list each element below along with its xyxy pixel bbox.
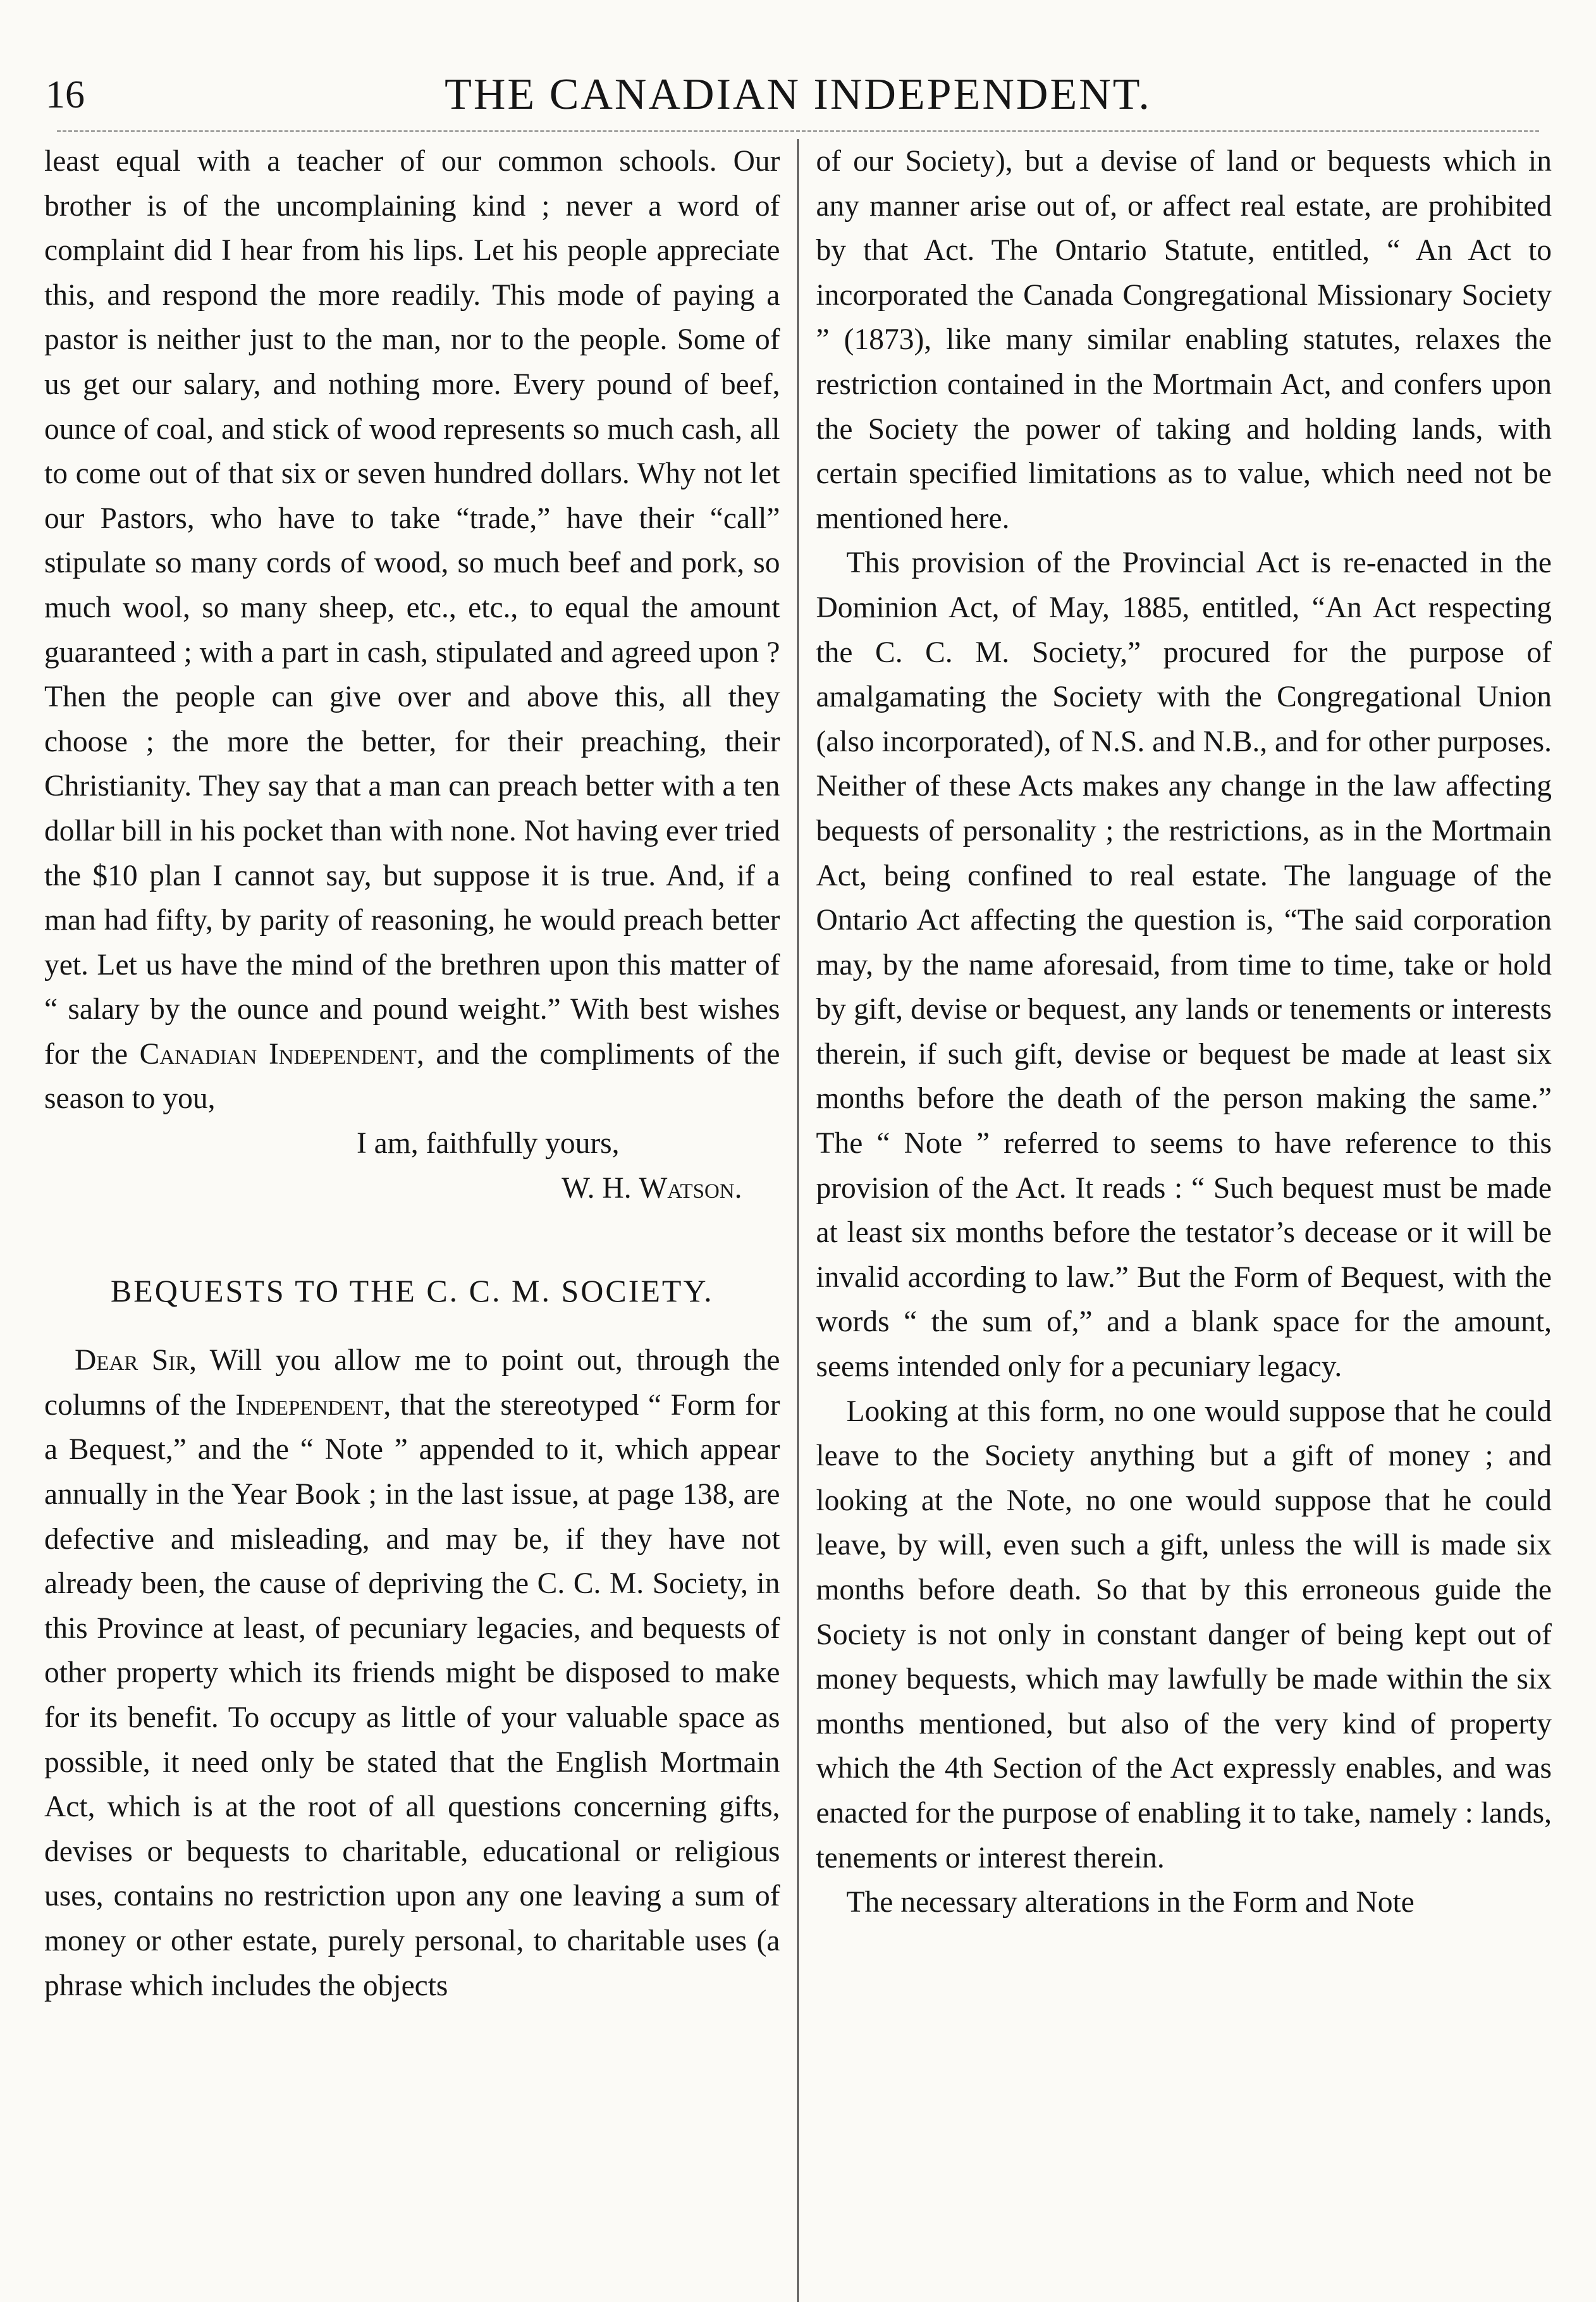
article-paragraph: [44, 1338, 780, 2008]
left-column: [44, 139, 790, 2302]
letter-paragraph-end: , and the compliments of the season to you,: [44, 1037, 780, 1116]
page-number: 16: [46, 73, 85, 116]
paragraph-alterations: The necessary alterations in the Form and Note: [846, 1886, 1415, 1919]
paragraph-looking-at-form: Looking at this form, no one would suppose that he could leave to the Society anything but a gift of money ; and looking at the Note, no one would suppose that he could leave, by will, even such a gift, unless the will is made six months before death. So that by this erroneous guide the Society is not only in constant danger of being kept out of money bequests, which may lawfully be made within the six months mentioned, but also of the very kind of property which the 4th Section of the Act expressly enables, and was enacted for the purpose of enabling it to take, namely : lands, tenements or interest therein.: [816, 1394, 1552, 1874]
publication-name: Canadian Independent: [139, 1037, 417, 1071]
article-body-rest: , that the stereotyped “ Form for a Bequest,” and the “ Note ” appended to it, which appear annually in the Year Book ; in the last issue, at page 138, are defective and misleading, and may be, if they have not already been, the cause of depriving the C. C. M. Society, in this Province at least, of pecuniary legacies, and bequests of other property which its friends might be disposed to make for its benefit. To occupy as little of your valuable space as possible, it need only be stated that the English Mortmain Act, which is at the root of all questions concerning gifts, devises or bequests to charitable, educational or religious uses, contains no restriction upon any one leaving a sum of money or other estate, purely personal, to charitable uses (a phrase which includes the objects: [44, 1388, 780, 2002]
right-column: [806, 139, 1552, 2302]
signature-name: Watson.: [639, 1171, 742, 1205]
letter-closing: I am, faithfully yours,: [356, 1127, 620, 1160]
section-heading: BEQUESTS TO THE C. C. M. SOCIETY.: [110, 1273, 714, 1309]
page-header: [44, 70, 1552, 139]
header-rule: [57, 130, 1539, 132]
publication-name-inline: Independent: [235, 1388, 384, 1422]
letter-paragraph: [44, 139, 780, 1121]
column-divider: [797, 139, 799, 2302]
text-columns: [44, 139, 1552, 2302]
paragraph-provincial-act: This provision of the Provincial Act is re-enacted in the Dominion Act, of May, 1885, entitled, “An Act respecting the C. C. M. Society,” procured for the purpose of amalgamating the Society with the Congregational Union (also incorporated), of N.S. and N.B., and for other purposes. Neither of these Acts makes any change in the law affecting bequests of personality ; the restrictions, as in the Mortmain Act, being confined to real estate. The language of the Ontario Act affecting the question is, “The said corporation may, by the name aforesaid, from time to time, take or hold by gift, devise or bequest, any lands or tenements or interests therein, if such gift, devise or bequest be made at least six months before the death of the person making the same.” The “ Note ” referred to seems to have reference to this provision of the Act. It reads : “ Such bequest must be made at least six months before the testator’s decease or it will be invalid according to law.” But the Form of Bequest, with the words “ the sum of,” and a blank space for the amount, seems intended only for a pecuniary legacy.: [816, 546, 1552, 1384]
paragraph-continued: of our Society), but a devise of land or bequests which in any manner arise out of, or affect real estate, are prohibited by that Act. The Ontario Statute, entitled, “ An Act to incorporated the Canada Congregational Missionary Society ” (1873), like many similar enabling statutes, relaxes the restriction contained in the Mortmain Act, and confers upon the Society the power of taking and holding lands, with certain specified limitations as to value, which need not be mentioned here.: [816, 145, 1552, 535]
running-title: THE CANADIAN INDEPENDENT.: [445, 70, 1151, 119]
salutation: Dear Sir,: [75, 1344, 197, 1377]
signature-initials: W. H.: [562, 1171, 632, 1205]
letter-paragraph-text: least equal with a teacher of our common schools. Our brother is of the uncomplaining kind ; never a word of complaint did I hear from his lips. Let his people appreciate this, and respond the more readily. This mode of paying a pastor is neither just to the man, nor to the people. Some of us get our salary, and nothing more. Every pound of beef, ounce of coal, and stick of wood represents so much cash, all to come out of that six or seven hundred dollars. Why not let our Pastors, who have to take “trade,” have their “call” stipulate so many cords of wood, so much beef and pork, so much wool, so many sheep, etc., etc., to equal the amount guaranteed ; with a part in cash, stipulated and agreed upon ? Then the people can give over and above this, all they choose ; the more the better, for their preaching, their Christianity. They say that a man can preach better with a ten dollar bill in his pocket than with none. Not having ever tried the $10 plan I cannot say, but suppose it is true. And, if a man had fifty, by parity of reasoning, he would preach better yet. Let us have the mind of the brethren upon this matter of “ salary by the ounce and pound weight.” With best wishes for the: [44, 145, 780, 1071]
article-body-start: Will you allow me to point out, through the columns of the: [44, 1344, 780, 1422]
letter-signature: [44, 1166, 780, 1211]
